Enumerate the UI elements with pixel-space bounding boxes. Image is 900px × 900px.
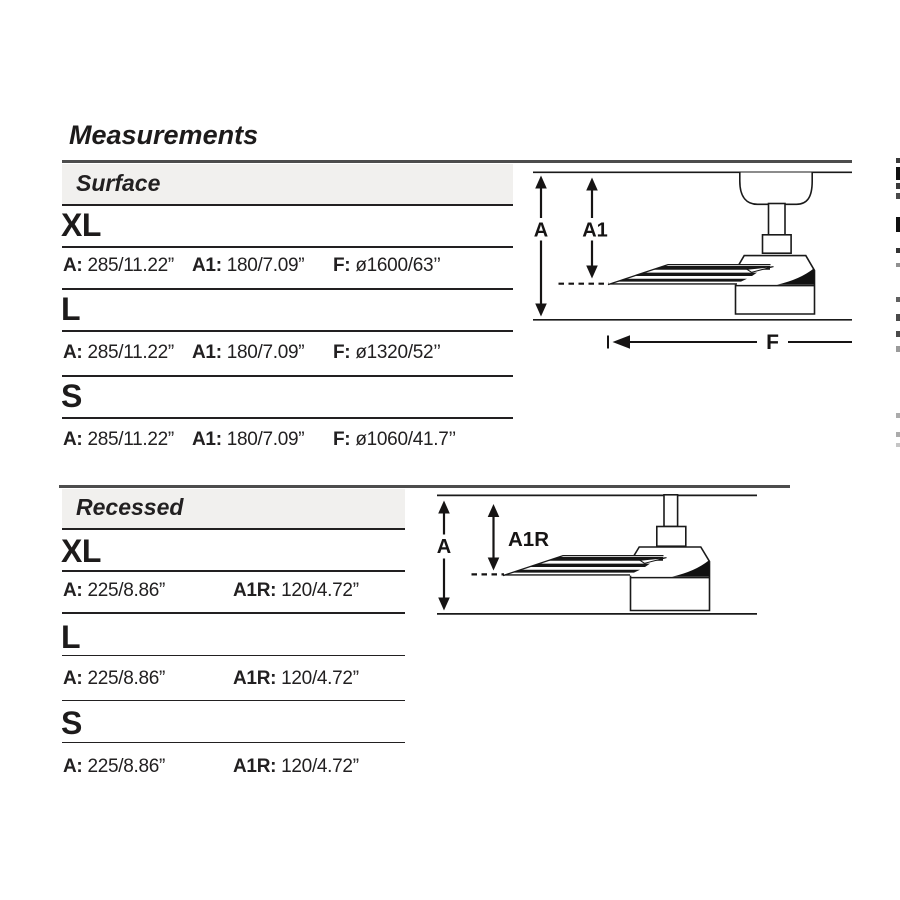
dimension-arrow-a1r <box>488 504 550 571</box>
recessed-size-s-label: S <box>61 705 82 741</box>
dim-value: 285/11.22” <box>87 342 174 363</box>
dimension-row <box>63 429 523 455</box>
dimension-item <box>63 668 165 690</box>
dim-label-a1: A1 <box>582 219 608 242</box>
dimension-item <box>63 342 174 364</box>
dim-label: A: <box>63 580 83 601</box>
dim-label: A: <box>63 255 83 276</box>
dimension-item <box>63 756 165 778</box>
dimension-item <box>63 429 174 451</box>
clipped-content-fragment <box>896 443 900 447</box>
dim-label: A1R: <box>233 580 277 601</box>
dim-value: 225/8.86” <box>87 580 166 601</box>
surface-size-xl-label: XL <box>61 207 101 243</box>
dimension-item <box>233 580 359 602</box>
dim-value: 180/7.09” <box>226 342 305 363</box>
dim-label: F: <box>333 255 351 276</box>
fan-downrod <box>769 204 786 236</box>
dim-label-a1r: A1R <box>508 528 550 551</box>
dimension-row <box>63 756 423 782</box>
dim-label: F: <box>333 429 351 450</box>
clipped-content-fragment <box>896 314 900 321</box>
dimension-item <box>333 342 441 364</box>
fan-coupler <box>763 235 792 253</box>
dimension-row <box>63 668 423 694</box>
dim-label: F: <box>333 342 351 363</box>
dimension-item <box>233 668 359 690</box>
divider-line <box>62 288 513 290</box>
fan-coupler <box>657 527 686 547</box>
dim-value: 225/8.86” <box>87 756 166 777</box>
divider-line <box>62 375 513 377</box>
clipped-content-fragment <box>896 217 900 232</box>
dim-value: 285/11.22” <box>87 255 174 276</box>
dim-label: A1R: <box>233 668 277 689</box>
dim-value: 120/4.72” <box>281 756 359 777</box>
surface-size-l-label: L <box>61 291 81 327</box>
dimension-item <box>63 255 174 277</box>
divider-line <box>62 417 513 419</box>
clipped-content-fragment <box>896 331 900 337</box>
dimension-item <box>233 756 359 778</box>
dimension-arrow-a1 <box>582 178 608 279</box>
dim-value: 120/4.72” <box>281 580 359 601</box>
clipped-content-fragment <box>896 346 900 352</box>
divider-line <box>62 246 513 248</box>
surface-header-label: Surface <box>76 170 161 196</box>
divider-line <box>62 330 513 332</box>
clipped-content-fragment <box>896 167 900 180</box>
divider-line <box>62 570 405 572</box>
page-title: Measurements <box>69 120 259 150</box>
divider-line <box>62 700 405 702</box>
dimension-arrow-f <box>608 331 852 354</box>
fan-downrod <box>664 495 678 527</box>
dimension-item <box>192 342 304 364</box>
dim-value: 285/11.22” <box>87 429 174 450</box>
dim-value: 120/4.72” <box>281 668 359 689</box>
dim-label: A: <box>63 668 83 689</box>
dim-value: 225/8.86” <box>87 668 166 689</box>
clipped-content-fragment <box>896 297 900 302</box>
dim-label-f: F <box>766 331 779 354</box>
clipped-content-fragment <box>896 413 900 418</box>
dimension-row <box>63 255 523 281</box>
dimension-item <box>192 255 304 277</box>
divider-line <box>62 204 513 206</box>
dim-label: A1R: <box>233 756 277 777</box>
dim-label-a: A <box>436 536 452 558</box>
fan-blades <box>608 265 774 285</box>
dim-label: A1: <box>192 255 222 276</box>
dim-label: A1: <box>192 429 222 450</box>
surface-diagram <box>520 150 900 362</box>
dim-value: 180/7.09” <box>226 429 305 450</box>
divider-line <box>62 528 405 530</box>
dim-value: ø1600/63’’ <box>355 255 441 276</box>
clipped-content-fragment <box>896 432 900 437</box>
dimension-arrow-a <box>437 501 451 611</box>
dimension-item <box>333 429 456 451</box>
dimension-row <box>63 342 523 368</box>
clipped-content-fragment <box>896 193 900 199</box>
dim-value: ø1320/52’’ <box>355 342 441 363</box>
clipped-content-fragment <box>896 158 900 163</box>
dim-label: A: <box>63 756 83 777</box>
dim-label: A: <box>63 429 83 450</box>
dim-label: A1: <box>192 342 222 363</box>
dimension-row <box>63 580 423 606</box>
divider-line <box>62 655 405 657</box>
dimension-item <box>192 429 304 451</box>
clipped-content-fragment <box>896 248 900 253</box>
clipped-content-fragment <box>896 183 900 189</box>
recessed-diagram <box>430 480 760 625</box>
dim-label-a: A <box>533 219 549 242</box>
clipped-content-fragment <box>896 263 900 267</box>
dimension-item <box>63 580 165 602</box>
dim-value: 180/7.09” <box>226 255 305 276</box>
fan-canopy <box>740 173 812 205</box>
recessed-header-label: Recessed <box>76 494 184 520</box>
recessed-size-xl-label: XL <box>61 533 101 569</box>
divider-line <box>62 612 405 614</box>
divider-line <box>62 742 405 744</box>
dimension-item <box>333 255 441 277</box>
surface-size-s-label: S <box>61 378 82 414</box>
fan-blades <box>503 556 667 576</box>
dim-value: ø1060/41.7’’ <box>355 429 456 450</box>
dimension-arrow-a <box>534 176 548 317</box>
recessed-size-l-label: L <box>61 619 81 655</box>
dim-label: A: <box>63 342 83 363</box>
